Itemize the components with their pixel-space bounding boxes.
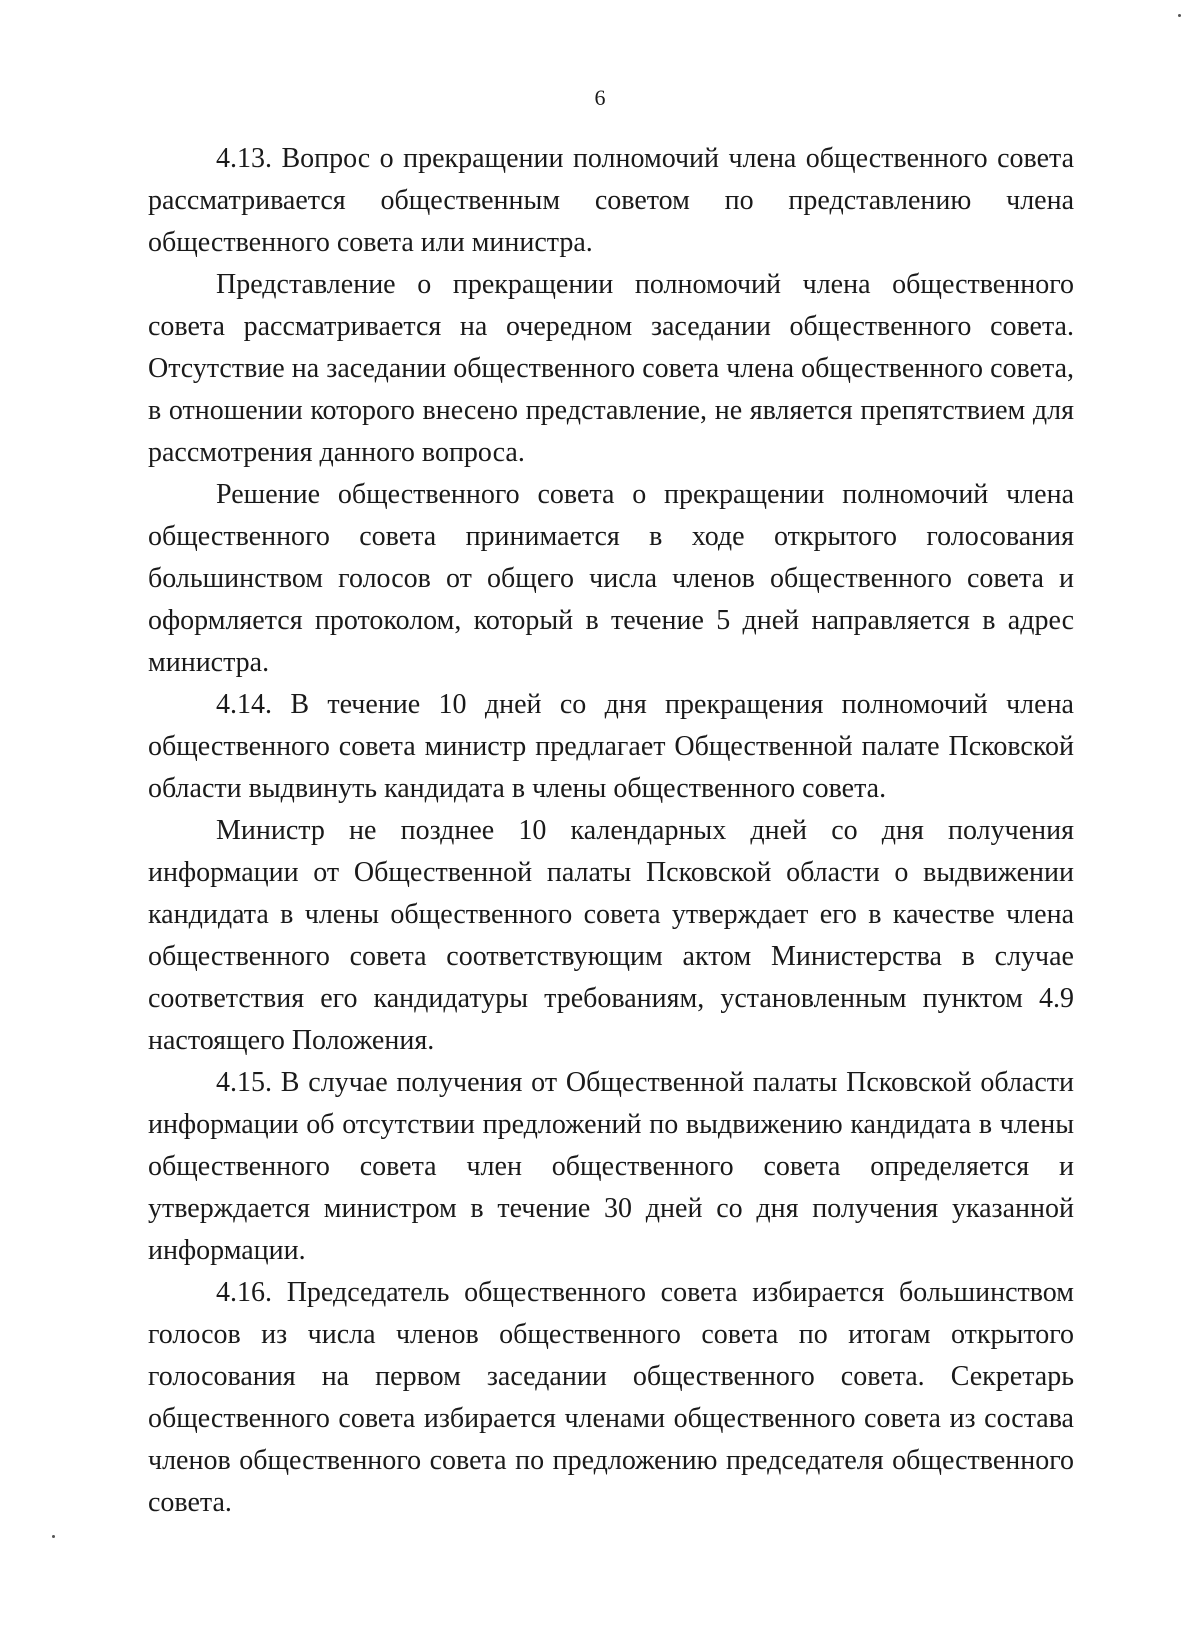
document-body [148,138,1074,1524]
paragraph-4-13-submission: Представление о прекращении полномочий члена общественного совета рассматривается на очередном заседании общественного совета. Отсутствие на заседании общественного совета члена общественного совета, в отношении которого внесено представление, не является препятствием для рассмотрения данного вопроса. [148,269,1074,468]
scan-speck-bottom-left [52,1535,55,1538]
paragraph-4-14: 4.14. В течение 10 дней со дня прекращения полномочий члена общественного совета министр предлагает Общественной палате Псковской области выдвинуть кандидата в члены общественного совета. [148,689,1074,804]
scan-speck-top-right [1178,14,1181,17]
paragraph-4-15: 4.15. В случае получения от Общественной палаты Псковской области информации об отсутствии предложений по выдвижению кандидата в члены общественного совета член общественного совета определяется и утверждается министром в течение 30 дней со дня получения указанной информации. [148,1067,1074,1266]
paragraph-4-13: 4.13. Вопрос о прекращении полномочий члена общественного совета рассматривается общественным советом по представлению члена общественного совета или министра. [148,143,1074,258]
paragraph-4-13-decision: Решение общественного совета о прекращении полномочий члена общественного совета принимается в ходе открытого голосования большинством голосов от общего числа членов общественного совета и оформляется протоколом, который в течение 5 дней направляется в адрес министра. [148,479,1074,678]
page-number: 6 [594,85,606,110]
paragraph-4-16: 4.16. Председатель общественного совета избирается большинством голосов из числа членов общественного совета по итогам открытого голосования на первом заседании общественного совета. Секретарь общественного совета избирается членами общественного совета из состава членов общественного совета по предложению председателя общественного совета. [148,1277,1074,1518]
paragraph-4-14-minister: Министр не позднее 10 календарных дней со дня получения информации от Общественной палаты Псковской области о выдвижении кандидата в члены общественного совета утверждает его в качестве члена общественного совета соответствующим актом Министерства в случае соответствия его кандидатуры требованиям, установленным пунктом 4.9 настоящего Положения. [148,815,1074,1056]
